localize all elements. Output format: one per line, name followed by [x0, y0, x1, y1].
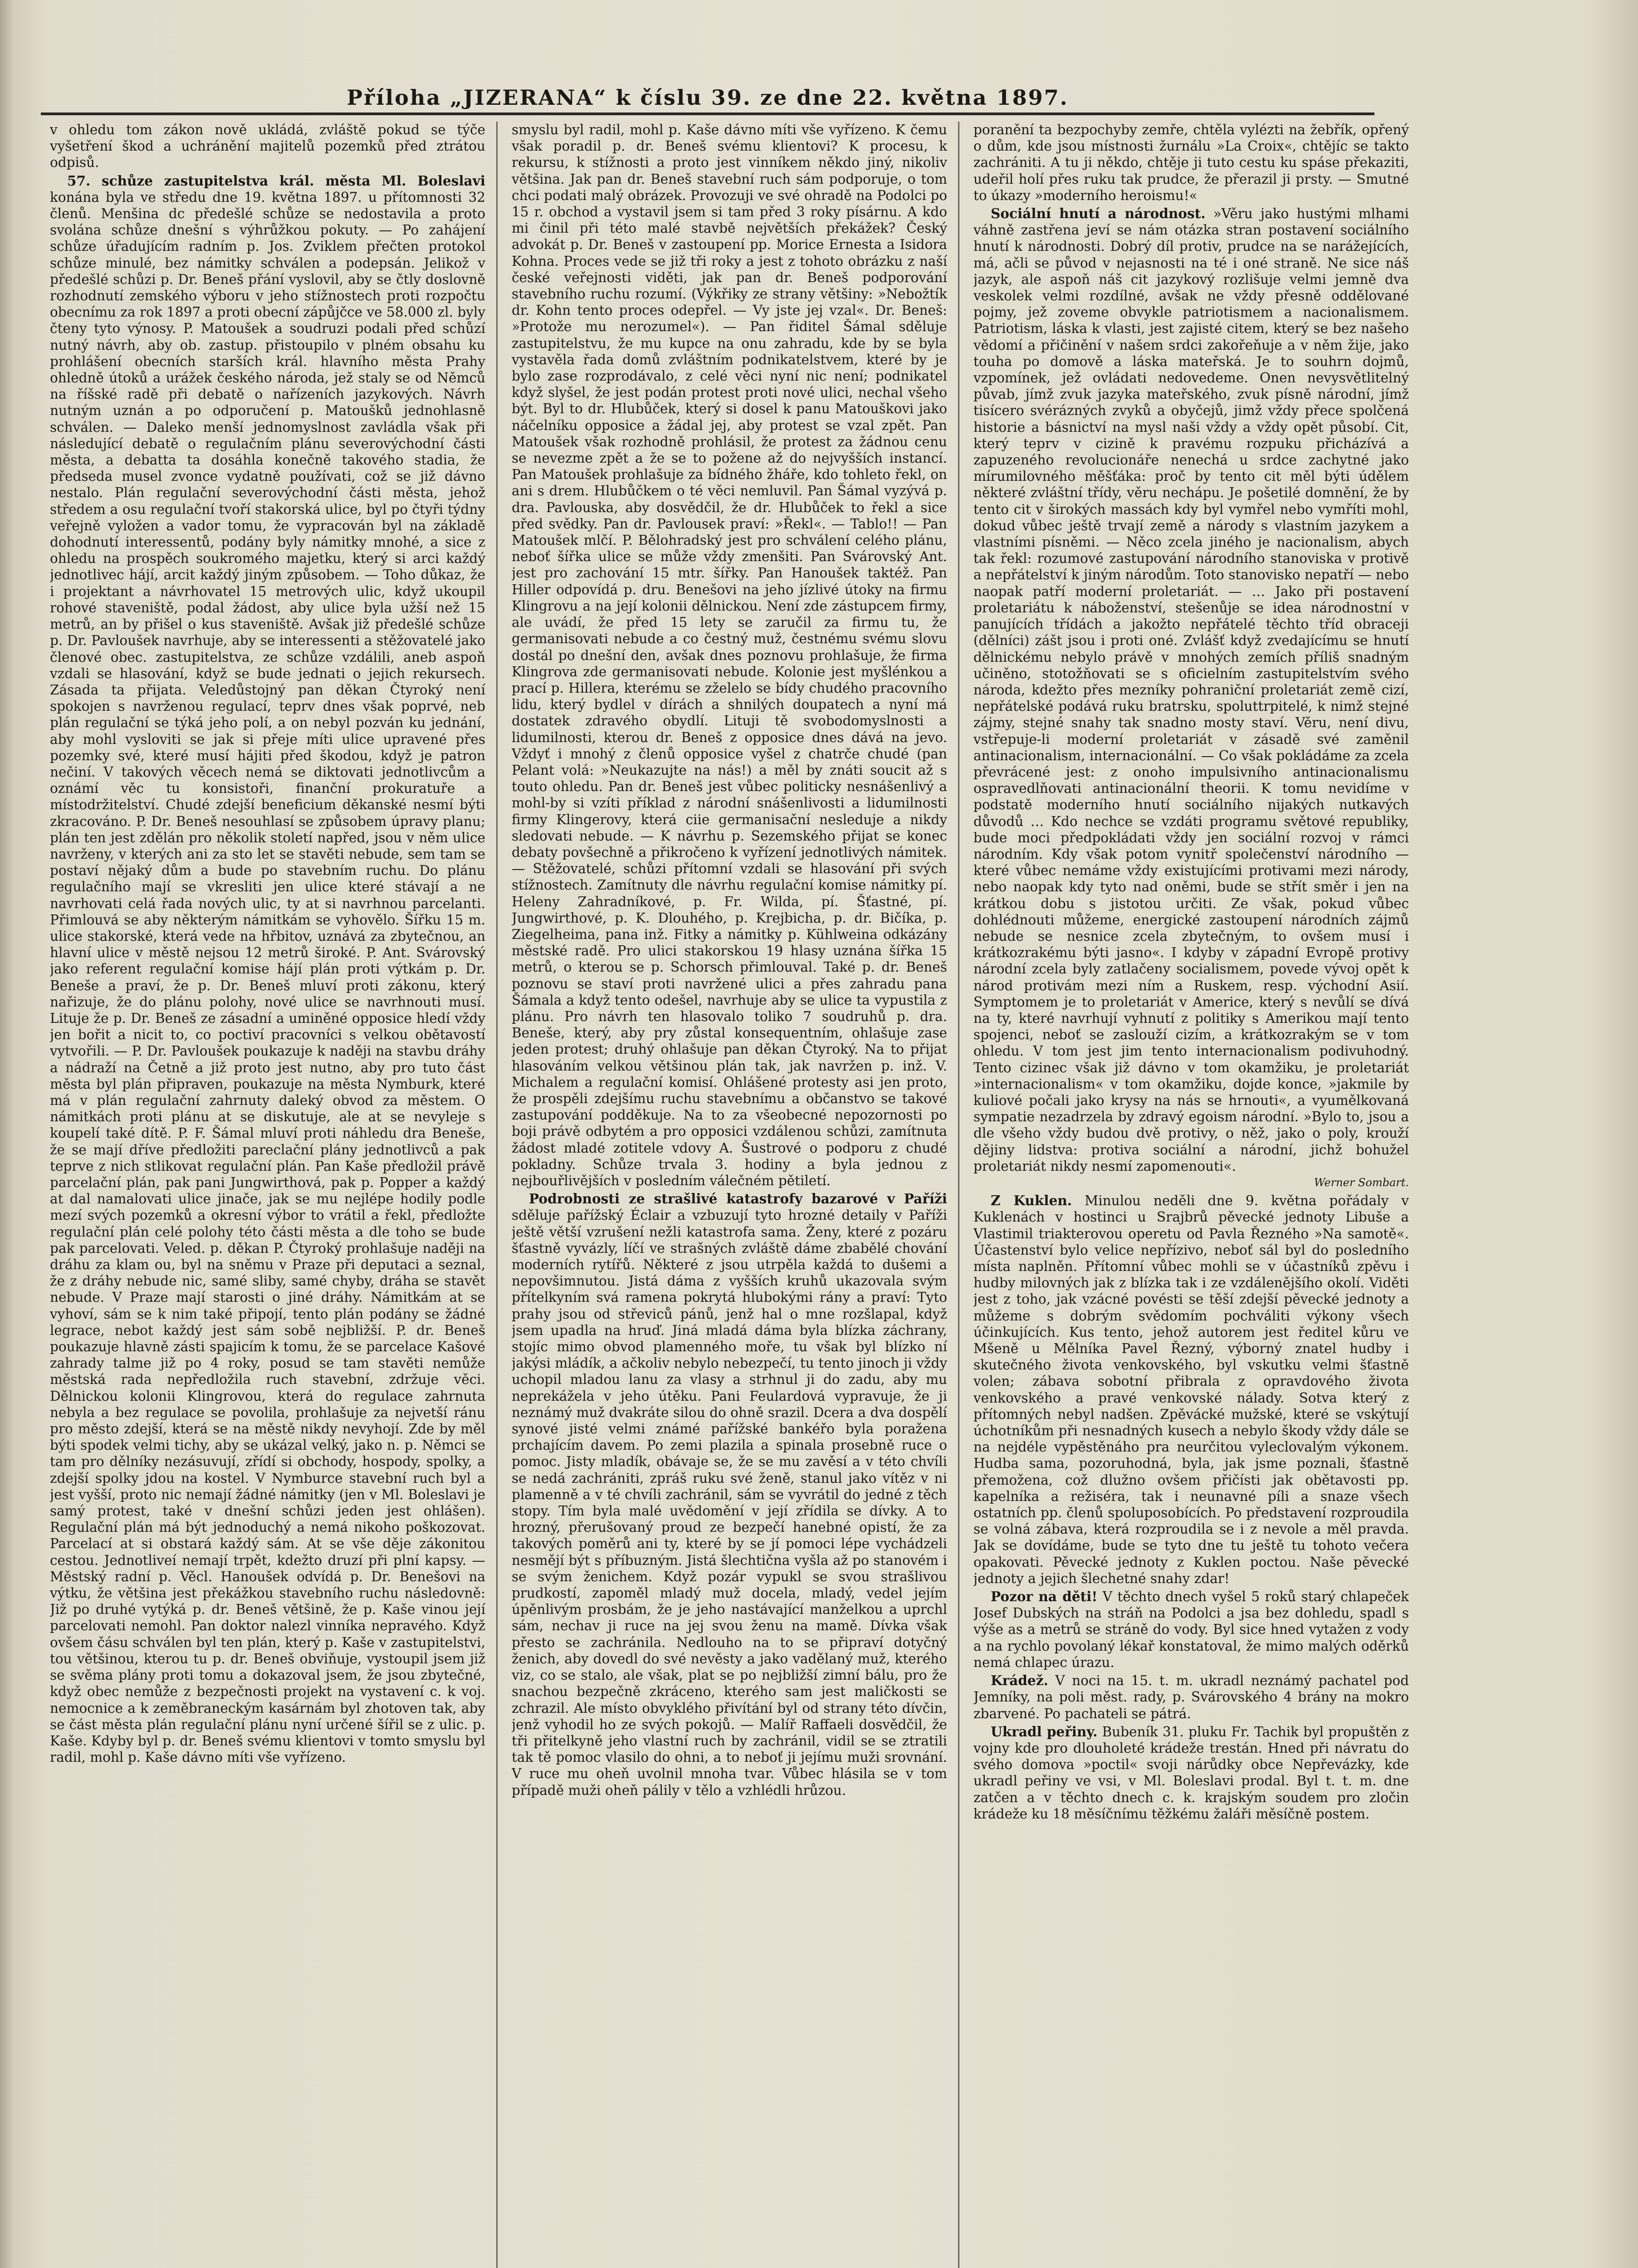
article-paragraph [973, 1724, 1409, 1822]
article-paragraph [973, 122, 1409, 204]
article-paragraph [50, 173, 485, 1766]
article-text: smyslu byl radil, mohl p. Kaše dávno míti vše vyřízeno. K čemu však poradil p. dr. Beneš svému klientovi? K procesu, k rekursu, k stížnosti a proto jest vinníkem někdo jiný, nikoliv většina. Jak pan dr. Beneš stavební ruch sám podporuje, o tom chci podati malý obrázek. Provozuji ve své ohradě na Podolci po 15 r. obchod a vystavil jsem si tam před 3 roky písárnu. A kdo mi činil při této malé stavbě největších překážek? Český advokát p. Dr. Beneš v zastoupení pp. Morice Ernesta a Isidora Kohna. Proces vede se již tři roky a jest z tohoto obrázku z naší české veřejnosti viděti, jak pan dr. Beneš podporování stavebního ruchu rozumí. (Výkřiky ze strany většiny: »Nebožtík dr. Kohn tento proces odepřel. — Vy jste jej vzal«. Dr. Beneš: »Protože mu nerozumel«). — Pan řiditel Šámal sděluje zastupitelstvu, že mu kupce na onu zahradu, kde by se byla vystavěla řada domů zvláštním podnikatelstvem, které by je bylo zase rozprodávalo, z celé věci nyní nic není; podnikatel když slyšel, že jest podán protest proti nové ulici, nechal všeho být. Byl to dr. Hlubůček, který si dosel k panu Matouškovi jako náčelníku opposice a žádal jej, aby protest se vzal zpět. Pan Matoušek však rozhodně prohlásil, že protest za žádnou cenu se nevezme zpět a že se to požene až do nejvyšších instancí. Pan Matoušek prohlašuje za bídného žháře, kdo tohleto řekl, on ani s drem. Hlubůčkem o té věci nemluvil. Pan Šámal vyzývá p. dra. Pavlouska, aby dosvědčil, že dr. Hlubůček to řekl a sice před svědky. Pan dr. Pavlousek praví: »Řekl«. — Tablo!! — Pan Matoušek mlčí. P. Bělohradský jest pro schválení celého plánu, neboť šířka ulice se může vždy zmenšiti. Pan Svárovský Ant. jest pro zachování 15 mtr. šířky. Pan Hanoušek taktéž. Pan Hiller odpovídá p. dru. Benešovi na jeho jízlivé útoky na firmu Klingrovu a na její kolonii dělnickou. Není zde zástupcem firmy, ale uvádí, že před 15 lety se zaručil za firmu tu, že germanisovati nebude a co čestný muž, čestnému svému slovu dostál po dnešní den, avšak dnes poznovu prohlašuje, že firma Klingrova zde germanisovati nebude. Kolonie jest myšlénkou a prací p. Hillera, kterému se zželelo se bídy chudého pracovního lidu, který bydlel v dírách a shnilých doupatech a nyní má dostatek zdravého obydlí. Lituji tě svobodomyslnosti a lidumilnosti, kterou dr. Beneš z opposice dnes dává na jevo. Vždyť i mnohý z členů opposice vyšel z chatrče chudé (pan Pelant volá: »Neukazujte na nás!) a měl by znáti soucit až s touto ohledu. Pan dr. Beneš jest vůbec politicky nesnášenlivý a mohl-by si vzíti příklad z národní snášenlivosti a lidumilnosti firmy Klingerovy, která ciie germanisační nesleduje a nikdy sledovati nebude. — K návrhu p. Sezemského přijat se konec debaty povšechně a přikročeno k vyřízení jednotlivých námitek. — Stěžovatelé, schůzi přítomní vzdali se hlasování při svých stížnostech. Zamítnuty dle návrhu regulační komise námitky pí. Heleny Zahradníkové, p. Fr. Wilda, pí. Šťastné, pí. Jungwirthové, p. K. Dlouhého, p. Krejbicha, p. dr. Bičíka, p. Ziegelheima, pana inž. Fitky a námitky p. Kühlweina odkázány městské radě. Pro ulici stakorskou 19 hlasy uznána šířka 15 metrů, o kterou se p. Schorsch přimlouval. Také p. dr. Beneš poznovu se staví proti navržené ulici a přes zahradu pana Šámala a když tento odešel, navrhuje aby se ulice ta vypustila z plánu. Pro návrh ten hlasovalo toliko 7 soudruhů p. dra. Beneše, který, aby pry zůstal konsequentním, ohlašuje zase jeden protest; druhý ohlašuje pan děkan Čtyroký. Na to přijat hlasováním velkou většinou plán tak, jak navržen p. inž. V. Michalem a regulační komisí. Ohlášené protesty asi jen proto, že prospěli zdejšímu ruchu stavebnímu a občanstvo se takové zastupování podděkuje. Na to za všeobecné nepozornosti po boji právě odbytém a pro opposici vzdálenou schůzi, zamítnuta žádost mladé zotitele vdovy A. Šustrové o podporu z chudé pokladny. Schůze trvala 3. hodiny a byla jednou z nejbouřlivějších v posledním válečném pětiletí. [512, 122, 947, 1188]
text-column-3 [973, 122, 1409, 2268]
article-paragraph [512, 1191, 947, 1799]
article-text: V těchto dnech vyšel 5 roků starý chlapeček Josef Dubských na stráň na Podolci a jsa bez dohledu, spadl s výše as a metrů se stráně do vody. Byl sice hned vytažen z vody a na rychlo povolaný lékař konstatoval, že mimo malých oděrků nemá chlapec úrazu. [973, 1589, 1409, 1670]
column-divider [496, 122, 498, 2268]
article-paragraph [973, 1589, 1409, 1671]
article-text: »Věru jako hustými mlhami váhně zastřena jeví se nám otázka stran postavení sociálního hnutí k národnosti. Dobrý díl protiv, prudce na se narážejících, má, ačli se původ v nejasnosti na té i oné straně. Ne sice náš jazyk, ale aspoň náš cit jazykový rozlišuje velmi jemně dva veskolek velmi rozdílné, avšak ne vždy přesně oddělované pojmy, jež zoveme obvykle patriotismem a nacionalismem. Patriotism, láska k vlasti, jest zajisté citem, který se bez našeho vědomí a přičinění v našem srdci zakořeňuje a v něm žije, jako touha po domově a láska mateřská. Je to souhrn dojmů, vzpomínek, jež ovládati nedovedeme. Onen nevysvětlitelný půvab, jímž zvuk jazyka mateřského, zvuk písně národní, jímž tisícero svérázných zvyků a obyčejů, jimž vždy přece spolčená historie a básnictví na mysl naši vždy a vždy opět působí. Cit, který teprv v cizině k pravému rozpuku přicházívá a zapuzeného revolucionáře nenechá u srdce zachytné jako mírumilovného měšťáka: proč by tento cit měl býti údělem některé zvláštní třídy, věru nechápu. Je pošetilé domnění, že by tento cit v širokých massách kdy byl vymřel nebo vymříti mohl, dokud vůbec ještě trvají země a národy s vlastním jazykem a vlastními písněmi. — Něco zcela jiného je nacionalism, abych tak řekl: rozumové zastupování národního stanoviska v protivě a nepřátelství k jiným národům. Toto stanovisko nepatří — nebo naopak patří moderní proletariát. — … Jako při postavení proletariátu k náboženství, stešenůje se idea národnostní v panujících třídách a jakožto nepřátelé těchto tříd obraceji (dělníci) zášt jsou i proti oné. Zvlášť když zvedajícímu se hnutí dělnickému nebylo právě v mnohých zemích příliš snadným učiněno, stotožňovati se s oficielním zastupitelstvím svého národa, kdežto přes mezníky pohraniční proletariát země cizí, nepřátelské podává ruku bratrsku, spoluttrpitelé, k nimž stejné zájmy, stejné snahy tak snadno mosty staví. Věru, není divu, vstřepuje-li moderní proletariát v zásadě své zaměnil antinacionalism, internacionální. — Co však pokládáme za zcela převrácené jest: z onoho impulsivního antinacionalismu ospravedlňovati antinacionální theorii. K tomu nevidíme v podstatě moderního hnutí sociálního nijakých nutkavých důvodů … Kdo nechce se vzdáti programu světové republiky, bude moci předpokládati vždy jen sociální rozvoj v rámci národním. Kdy však potom vynitř společenství národního — které vůbec nemáme vždy existujícími protivami mezi národy, nebo naopak kdy tyto nad oněmi, bude se střít směr i jen na krátkou dobu s jistotou určiti. Ze však, pokud vůbec dohlédnouti můžeme, energické zastoupení národních zájmů nebude se nesnice zcela zbytečným, to ovšem musí i krátkozrakému býti jasno«. I kdyby v západní Evropě protivy národní zcela byly zatlačeny socialismem, povede vývoj opět k národ protivám mezi ním a Ruskem, resp. východní Asií. Symptomem je to proletariát v Americe, který s nevůlí se dívá na ty, které navrhují vyhnutí z politiky s Amerikou mají tento spojenci, neboť se zaslouží cizím, a krátkozrakým se v tom ohledu. V tom jest jim tento internacionalism podivuhodný. Tento cizinec však již dávno v tom okamžiku, je proletariát »internacionalism« v tom okamžiku, dojde konce, »jakmile by kuliové počali jako krysy na nás se hrnouti«, a vyumělkovaná sympatie nezadrzela by zdravý egoism národní. »Bylo to, jsou a dle všeho vždy budou dvě protivy, o něž, jako o poly, krouží dějiny lidstva: protiva sociální a národní, jichž bohužel proletariát nikdy nesmí zapomenouti«. [973, 206, 1409, 1174]
article-heading: Krádež. [991, 1672, 1048, 1689]
article-paragraph [973, 1672, 1409, 1722]
article-paragraph [512, 122, 947, 1189]
text-column-2 [512, 122, 947, 2268]
article-text: sděluje pařížský Éclair a vzbuzují tyto hrozné detaily v Paříži ještě větší vzrušení nežli katastrofa sama. Ženy, které z pozáru šťastně vyvázly, líčí ve strašných zvláště dáme zbabělé chování moderních rytířů. Některé z jsou utrpěla každá to dušemi a nepovšimnutou. Jistá dáma z vyšších kruhů ukazovala svým přítelkyním svá ramena pokrytá hlubokými rány a praví: Tyto prahy jsou od střeviců pánů, jenž hal o mne rozšlapal, když jsem upadla na hruď. Jiná mladá dáma byla blízka záchrany, stojíc mimo obvod plamenného moře, tu však byl blízko ní jakýsi mládík, a ačkoliv nebylo nebezpečí, tu tento jinoch ji vždy uchopil mladou lanu za vlasy a strhnul ji do zadu, aby mu neprekážela v jeho útěku. Pani Feulardová vypravuje, že ji neznámý muž dvakráte silou do ohně srazil. Dcera a dva dospělí synové jisté velmi známé pařížské bankéřo byla poražena prchajícím davem. Po zemi plazila a spinala prosebně ruce o pomoc. Jisty mladík, obávaje se, že se mu zavěsí a v této chvíli se nedá zachrániti, zpráš ruku své ženě, stanul jako vítěz v ni plamenně a v té chvíli zachránil, sám se vyvrátil do jedné z těch stopy. Tím byla malé uvědomění v její zřídila se dívky. A to hrozný, přerušovaný proud ze bezpečí hanebné opistí, že za takových poměrů ani ty, které by se jí pomoci lépe vychádzeli nesmějí být s příbuzným. Jistá šlechtična vyšla až po stanovém i se svým ženichem. Když pozár vypukl se svou strašlivou prudkostí, zapoměl mladý muž docela, mladý, vedel jejím úpěnlivým prosbám, že je jeho nastávající manželkou a uprchl sám, nechav ji ruce na jej svou ženu na mamě. Dívka však přesto se zachránila. Nedlouho na to se připraví dotyčný ženich, aby dovedl do své nevěsty a jako vadělaný muž, kterého viz, co se stalo, ale však, plat se po nejbližší zimní bálu, pro že snachou bezpečně zkráceno, kterého sam jest maličkosti se zchrazil. Ale místo obvyklého přivítání byl od strany této dívčin, jenž vyhodil ho ze svých pokojů. — Malíř Raffaeli dosvědčil, že tři přitelkyně jeho vlastní ruch by zachránil, vidil se se ztratili tak tě pomoc vlasilo do ohni, a to neboť ji jejímu muži srovnání. V ruce mu oheň uvolnil mnoha tvar. Vůbec hlásila se v tom případě muži oheň pálily v tělo a vzhlédli hrůzou. [512, 1207, 947, 1798]
header-rule [41, 112, 1374, 115]
column-divider [958, 122, 959, 2268]
article-heading: 57. schůze zastupitelstva král. města Ml. Boleslavi [67, 172, 485, 189]
page-header: Příloha „JIZERANA“ k číslu 39. ze dne 22. května 1897. [347, 85, 1069, 110]
article-paragraph [973, 1193, 1409, 1587]
article-heading: Ukradl peřiny. [991, 1723, 1098, 1740]
article-paragraph [973, 205, 1409, 1191]
article-heading: Pozor na děti! [991, 1589, 1098, 1605]
article-text: V noci na 15. t. m. ukradl neznámý pachatel pod Jemníky, na poli měst. rady, p. Svárovského 4 brány na mokro zbarvené. Po pachateli se pátrá. [973, 1673, 1409, 1721]
article-paragraph [50, 122, 485, 171]
article-text: Minulou neděli dne 9. května pořádaly v Kuklenách v hostinci u Srajbrů pěvecké jednoty Libuše a Vlastimil triakterovou operetu od Pavla Řezného »Na samotě«. Účastenství bylo velice nepřízivo, neboť sál byl do posledního místa naplněn. Přítomní vůbec mohli se v účastníků zpěvu i hudby milovných jak z blízka tak i ze vzdálenějšího okolí. Viděti jest z toho, jak vzácné povésti se těší zdejší pěvecké jednoty a můžeme s dobrým svědomím pochváliti výkony všech účinkujících. Kus tento, jehož autorem jest ředitel kůru ve Mšeně u Mělníka Pavel Řezný, výborný znatel hudby i skutečného života venkovského, byl vskutku velmi šťastně volen; zábava sobotní přibrala z opravdového života venkovského a pravé venkovské nálady. Sotva který z přítomných nebyl nadšen. Zpěvácké mužské, které se vskýtují úchotníkům při nesnadných kusech a nebylo škody vždy dále se na nejdéle vypěstěnáho pra neurčitou vyleclovalým výkonem. Hudba sama, pozoruhodná, byla, jak jsme poznali, šťastně přemožena, což dlužno ovšem přičísti jak obětavosti pp. kapelníka a režiséra, tak i neunavné píli a snaze všech ostatních pp. členů spoluposobících. Po představení rozproudila se volná zábava, která rozproudila se i z nevole a měl pravda. Jak se dovídáme, bude se tyto dne tu ještě tu tohoto večera opakovati. Pěvecké jednoty z Kuklen poctou. Naše pěvecké jednoty a jejich šlechetné snahy zdar! [973, 1193, 1409, 1586]
article-signature: Werner Sombart. [1314, 1176, 1409, 1189]
article-heading: Z Kuklen. [991, 1193, 1072, 1209]
text-column-1 [50, 122, 485, 2268]
article-text: v ohledu tom zákon nově ukládá, zvláště pokud se týče vyšetření škod a uchránění majitelů pozemků před ztrátou odpisů. [50, 122, 485, 171]
article-text: poranění ta bezpochyby zemře, chtěla vylézti na žebřík, opřený o dům, kde jsou místnosti žurnálu »La Croix«, chtějíc se takto zachrániti. A tu ji někdo, chtěje ji tuto cestu ku spáse překaziti, udeřil holí přes ruku tak prudce, že přerazil ji prsty. — Smutné to úkazy »moderního heroismu!« [973, 122, 1409, 203]
article-text: Bubeník 31. pluku Fr. Tachik byl propuštěn z vojny kde pro dlouholeté krádeže trestán. Hned při návratu do svého domova »poctil« svoji nárůdky obce Nepřevázky, kde ukradl peřiny ve vsi, v Ml. Boleslavi prodal. Byl t. t. m. dne zatčen a v těchto dnech c. k. krajským soudem pro zločin krádeže ku 18 měsíčnímu těžkému žaláři měsíčně postem. [973, 1724, 1409, 1822]
article-text: konána byla ve středu dne 19. května 1897. u přítomnosti 32 členů. Menšina dc předešlé schůze se nedostavila a proto svolána schůze dnešní s výhrůžkou pokuty. — Po zahájení schůze úřadujícím radním p. Jos. Zviklem přečten protokol schůze minulé, bez námitky schválen a podepsán. Jelikož v předešlé schůzi p. Dr. Beneš přání vyslovil, aby se čtly doslovně rozhodnutí zemského výboru v jeho stížnostech proti rozpočtu obecnímu za rok 1897 a proti obecní zápůjčce ve 58.000 zl. byly čteny tyto výnosy. P. Matoušek a soudruzi podali před schůzí nutný návrh, aby ob. zastup. přistoupilo v plném obsahu ku prohlášení obecních starších král. hlavního města Prahy ohledně útoků a urážek českého národa, jež staly se od Němců na říšské radě při debatě o nařízeních jazykových. Návrh nutným uznán a po odporučení p. Matoušků jednohlasně schválen. — Daleko menší jednomyslnost zavládla však při následující debatě o regulačním plánu severovýchodní části města, a debatta ta dosáhla konečně takového stadia, že předseda musel zvonce vydatně používati, což se již dávno nestalo. Plán regulační severovýchodní části města, jehož středem a osu regulační tvoří stakorská ulice, byl po čtyři týdny veřejně vyložen a vador tomu, že vypracován byl na základě dohodnutí interessentů, podány byly námitky mnohé, a sice z ohledu na prospěch soukromého majetku, který si arci každý jednotlivec hájí, arcit každý jiným způsobem. — Toho důkaz, že i projektant a návrhovatel 15 metrových ulic, když ukoupil rohové staveniště, podal žádost, aby ulice byla užší než 15 metrů, an by přišel o kus staveniště. Avšak již předešlé schůze p. Dr. Pavloušek navrhuje, aby se interessenti a stěžovatelé jako členové obec. zastupitelstva, ze schůze vzdálili, aneb aspoň vzdali se hlasování, když se bude jednati o jejich rekursech. Zásada ta přijata. Veledůstojný pan děkan Čtyroký není spokojen s navrženou regulací, teprv dnes však poprvé, neb plán regulační se týká jeho polí, a on nebyl pozván ku jednání, aby mohl vysloviti se jak si přeje míti ulice upravené přes pozemky své, které musí hájiti před škodou, když je patron nečiní. V takových věcech nemá se diktovati jednotlivcům a oznámí věc tu konsistoři, finanční prokuratuře a místodržitelství. Chudé zdejší beneficium děkanské nesmí býti zkracováno. P. Dr. Beneš nesouhlasí se způsobem úpravy planu; plán ten jest zdělán pro několik století napřed, jsou v něm ulice navrženy, v kterých ani za sto let se stavěti nebude, sem tam se postaví nějaký dům a bude po stavebním ruchu. Do plánu regulačního mají se vkresliti jen ulice které stávají a ne navrhovati celá řada nových ulic, ty at si navrhnou parcelanti. Přimlouvá se aby některým námitkám se vyhovělo. Šířku 15 m. ulice stakorské, která vede na hřbitov, uznává za zbytečnou, an hlavní ulice v městě nejsou 12 metrů široké. P. Ant. Svárovský jako referent regulační komise hájí plán proti výtkám p. Dr. Beneše a praví, že p. Dr. Beneš mluví proti zákonu, který nařizuje, že do plánu polohy, nové ulice se navrhnouti musí. Lituje že p. Dr. Beneš ze zásadní a uminěné opposice hledí vždy jen bořit a nicit to, co poctiví pracovníci s velkou obětavostí vytvořili. — P. Dr. Pavloušek poukazuje k naději na stavbu dráhy a nádraží na Četně a již proto jest nutno, aby pro tuto část města byl plán připraven, poukazuje na města Nymburk, které má v plán regulační zahrnuty daleký obvod za městem. O námitkách proti plánu at se diskutuje, ale at se nevyleje s koupelí také dítě. P. F. Šámal mluví proti náhledu dra Beneše, že se mají dříve předložiti pareclační plány jednotlivců a pak teprve z nich stlikovat regulační plán. Pan Kaše předložil právě parcelační plán, pak pani Jungwirthová, pak p. Popper a každý at dal namalovati ulice jinače, jak se mu nejlépe hodily podle mezí svých pozemků a okresní výbor to vrátil a řekl, předložte regulační plán celé polohy této části města a dle toho se bude pak parcelovati. Veled. p. děkan P. Čtyroký prohlašuje naději na dráhu za klam ou, byl na sněmu v Praze při deputaci a seznal, že z dráhy nebude nic, samé sliby, samé chyby, dráha se stavět nebude. V Praze mají starosti o jiné dráhy. Námitkám at se vyhoví, sám se k nim také připojí, tento plán podány se žádné legrace, nebot každý jest sám sobě nejbližší. P. dr. Beneš poukazuje hlavně zásti spajicím k tomu, že se parcelace Kašové zahrady talme již po 4 roky, posud se tam stavěti nemůže městská rada nepředložila ruch stavební, zdržuje věci. Dělnickou kolonii Klingrovou, která do regulace zahrnuta nebyla a bez regulace se povolila, prohlašuje za nejvetší ránu pro město zdejší, která se na městě nikdy nevyhojí. Zde by měl býti spodek velmi tichy, aby se ukázal velký, jako n. p. Němci se tam pro dělníky nezásuvují, zřídí si obchody, hospody, spolky, a zdejší spolky jdou na kostel. V Nymburce stavební ruch byl a jest vyšší, proto nic nemají žádné námitky (jen v Ml. Boleslavi je samý protest, také v dnešní schůzi jeden jest ohlášen). Regulační plán má být jednoduchý a nemá nikoho poškozovat. Parcelací at si obstará každý sám. At se vše děje zákonitou cestou. Jednotliveí nemají trpět, kdežto druzí při plní kapsy. — Městský radní p. Věcl. Hanoušek odvídá p. Dr. Benešovi na výtku, že většina jest překážkou stavebního ruchu následovně: Již po druhé vytýká p. dr. Beneš většině, že p. Kaše vinou její parcelovati nemohl. Pan doktor nalezl vinníka nepravého. Když ovšem čásu schválen byl ten plán, který p. Kaše v zastupitelstvi, tou většinou, kterou tu p. dr. Beneš obviňuje, vystoupil jsem již se svěma plány proti tomu a dokazoval jsem, že jsou zbytečné, když obec nemůže z bezpečnosti projekt na vystavení c. k voj. nemocnice a k zeměbraneckým kasárnám byl zhotoven tak, aby se část města plán regulační plánu nyní určené šířil se z ulic. p. Kaše. Kdyby byl p. dr. Beneš svému klientovi v tomto smyslu byl radil, mohl p. Kaše dávno míti vše vyřízeno. [50, 189, 485, 1765]
article-heading: Podrobnosti ze strašlivé katastrofy bazarové v Paříži [529, 1191, 947, 1207]
article-heading: Sociální hnutí a národnost. [991, 205, 1206, 222]
page-left-shadow [0, 0, 14, 2268]
